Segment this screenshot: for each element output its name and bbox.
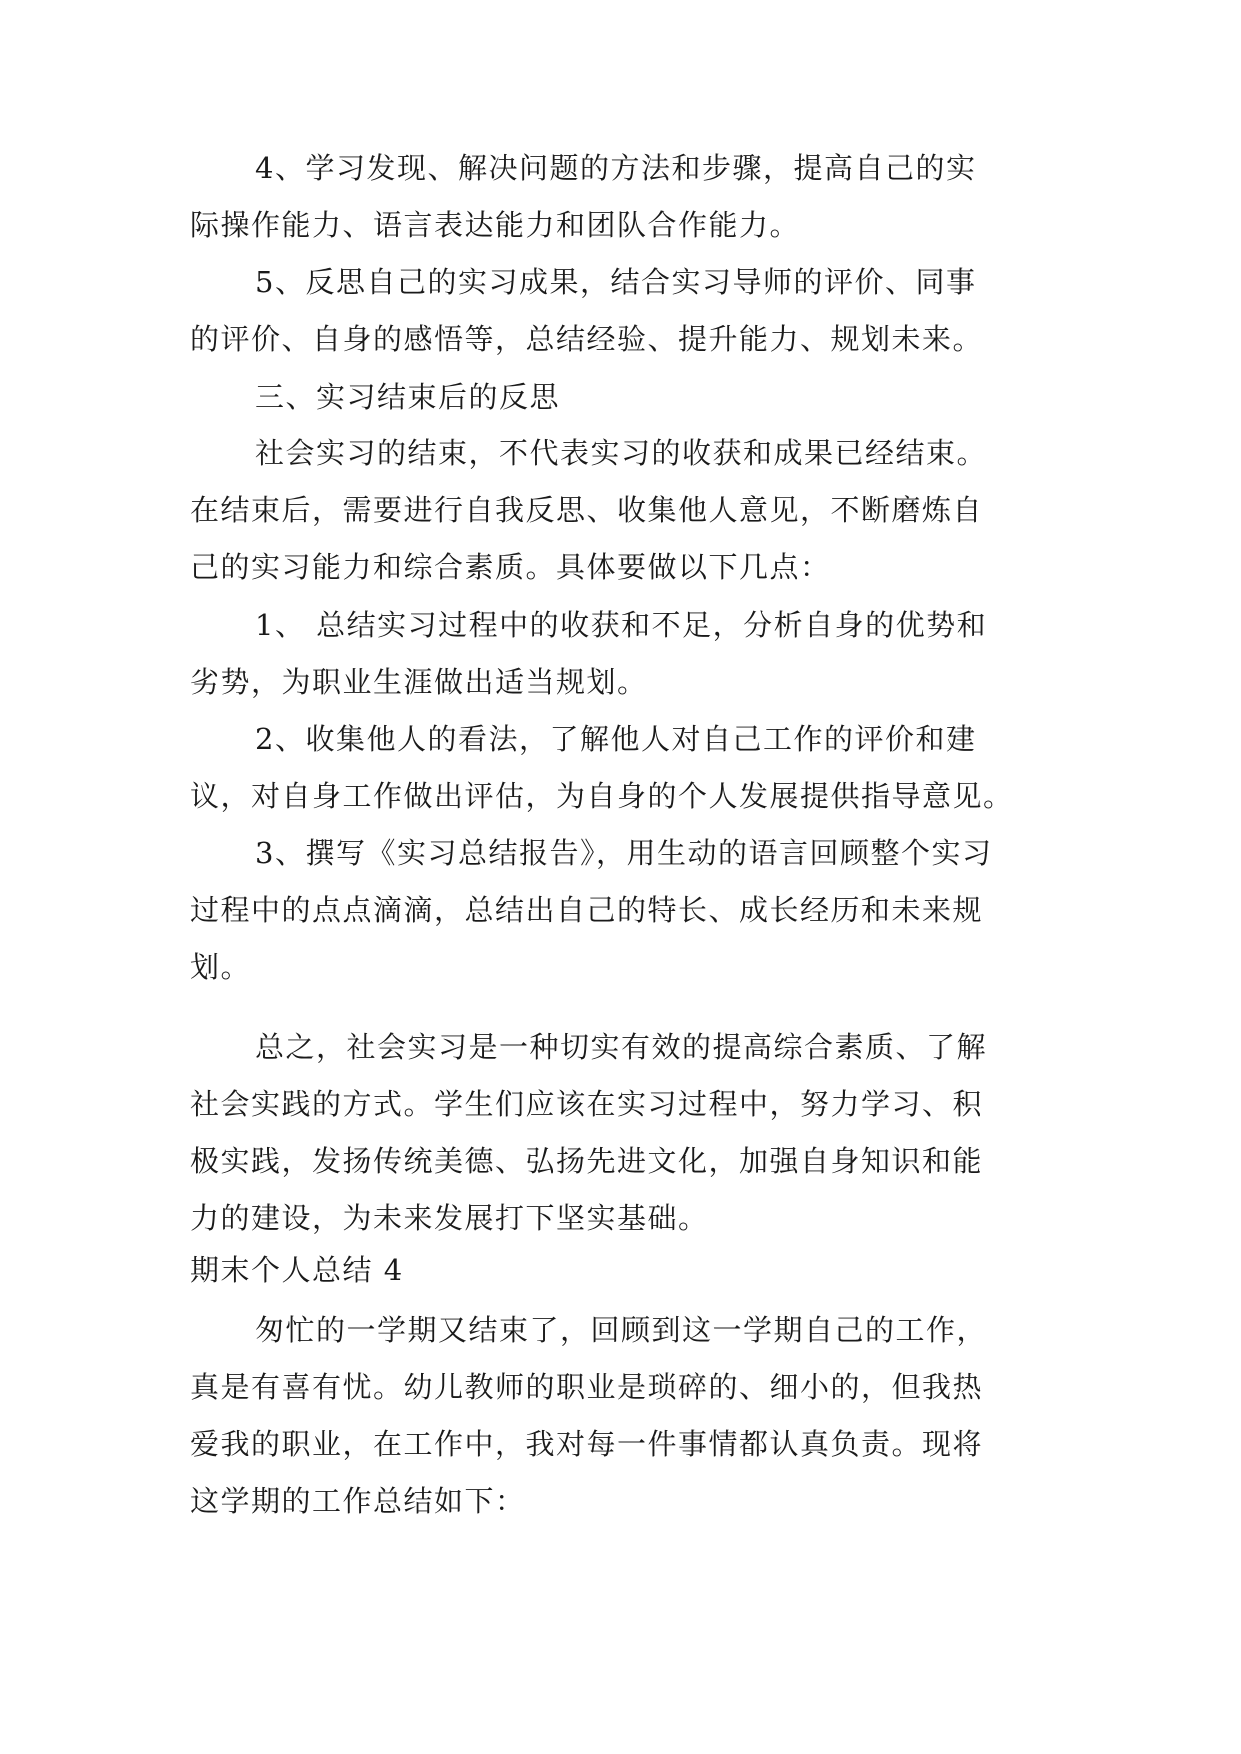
paragraph-line: 劣势，为职业生涯做出适当规划。 (190, 665, 648, 699)
paragraph-line: 4、学习发现、解决问题的方法和步骤，提高自己的实 (255, 151, 977, 185)
paragraph-line: 极实践，发扬传统美德、弘扬先进文化，加强自身知识和能 (190, 1144, 984, 1178)
section-heading: 三、实习结束后的反思 (255, 380, 561, 414)
paragraph-line: 在结束后，需要进行自我反思、收集他人意见，不断磨炼自 (190, 493, 984, 527)
section-title: 期末个人总结 4 (190, 1253, 404, 1287)
paragraph-line: 5、反思自己的实习成果，结合实习导师的评价、同事 (255, 265, 977, 299)
paragraph-line: 1、 总结实习过程中的收获和不足，分析自身的优势和 (255, 608, 988, 642)
paragraph-line: 这学期的工作总结如下： (190, 1484, 526, 1518)
paragraph-line: 的评价、自身的感悟等，总结经验、提升能力、规划未来。 (190, 322, 984, 356)
paragraph-line: 总之，社会实习是一种切实有效的提高综合素质、了解 (255, 1030, 988, 1064)
paragraph-line: 2、收集他人的看法，了解他人对自己工作的评价和建 (255, 722, 977, 756)
paragraph-line: 真是有喜有忧。幼儿教师的职业是琐碎的、细小的，但我热 (190, 1370, 984, 1404)
paragraph-line: 划。 (190, 950, 252, 984)
paragraph-line: 匆忙的一学期又结束了，回顾到这一学期自己的工作， (255, 1313, 988, 1347)
paragraph-line: 爱我的职业，在工作中，我对每一件事情都认真负责。现将 (190, 1427, 984, 1461)
paragraph-line: 社会实习的结束，不代表实习的收获和成果已经结束。 (255, 436, 988, 470)
paragraph-line: 际操作能力、语言表达能力和团队合作能力。 (190, 208, 801, 242)
paragraph-line: 过程中的点点滴滴，总结出自己的特长、成长经历和未来规 (190, 893, 984, 927)
paragraph-line: 3、撰写《实习总结报告》，用生动的语言回顾整个实习 (255, 836, 993, 870)
paragraph-line: 议，对自身工作做出评估，为自身的个人发展提供指导意见。 (190, 779, 1014, 813)
paragraph-line: 力的建设，为未来发展打下坚实基础。 (190, 1201, 709, 1235)
paragraph-line: 社会实践的方式。学生们应该在实习过程中，努力学习、积 (190, 1087, 984, 1121)
paragraph-line: 己的实习能力和综合素质。具体要做以下几点： (190, 550, 831, 584)
